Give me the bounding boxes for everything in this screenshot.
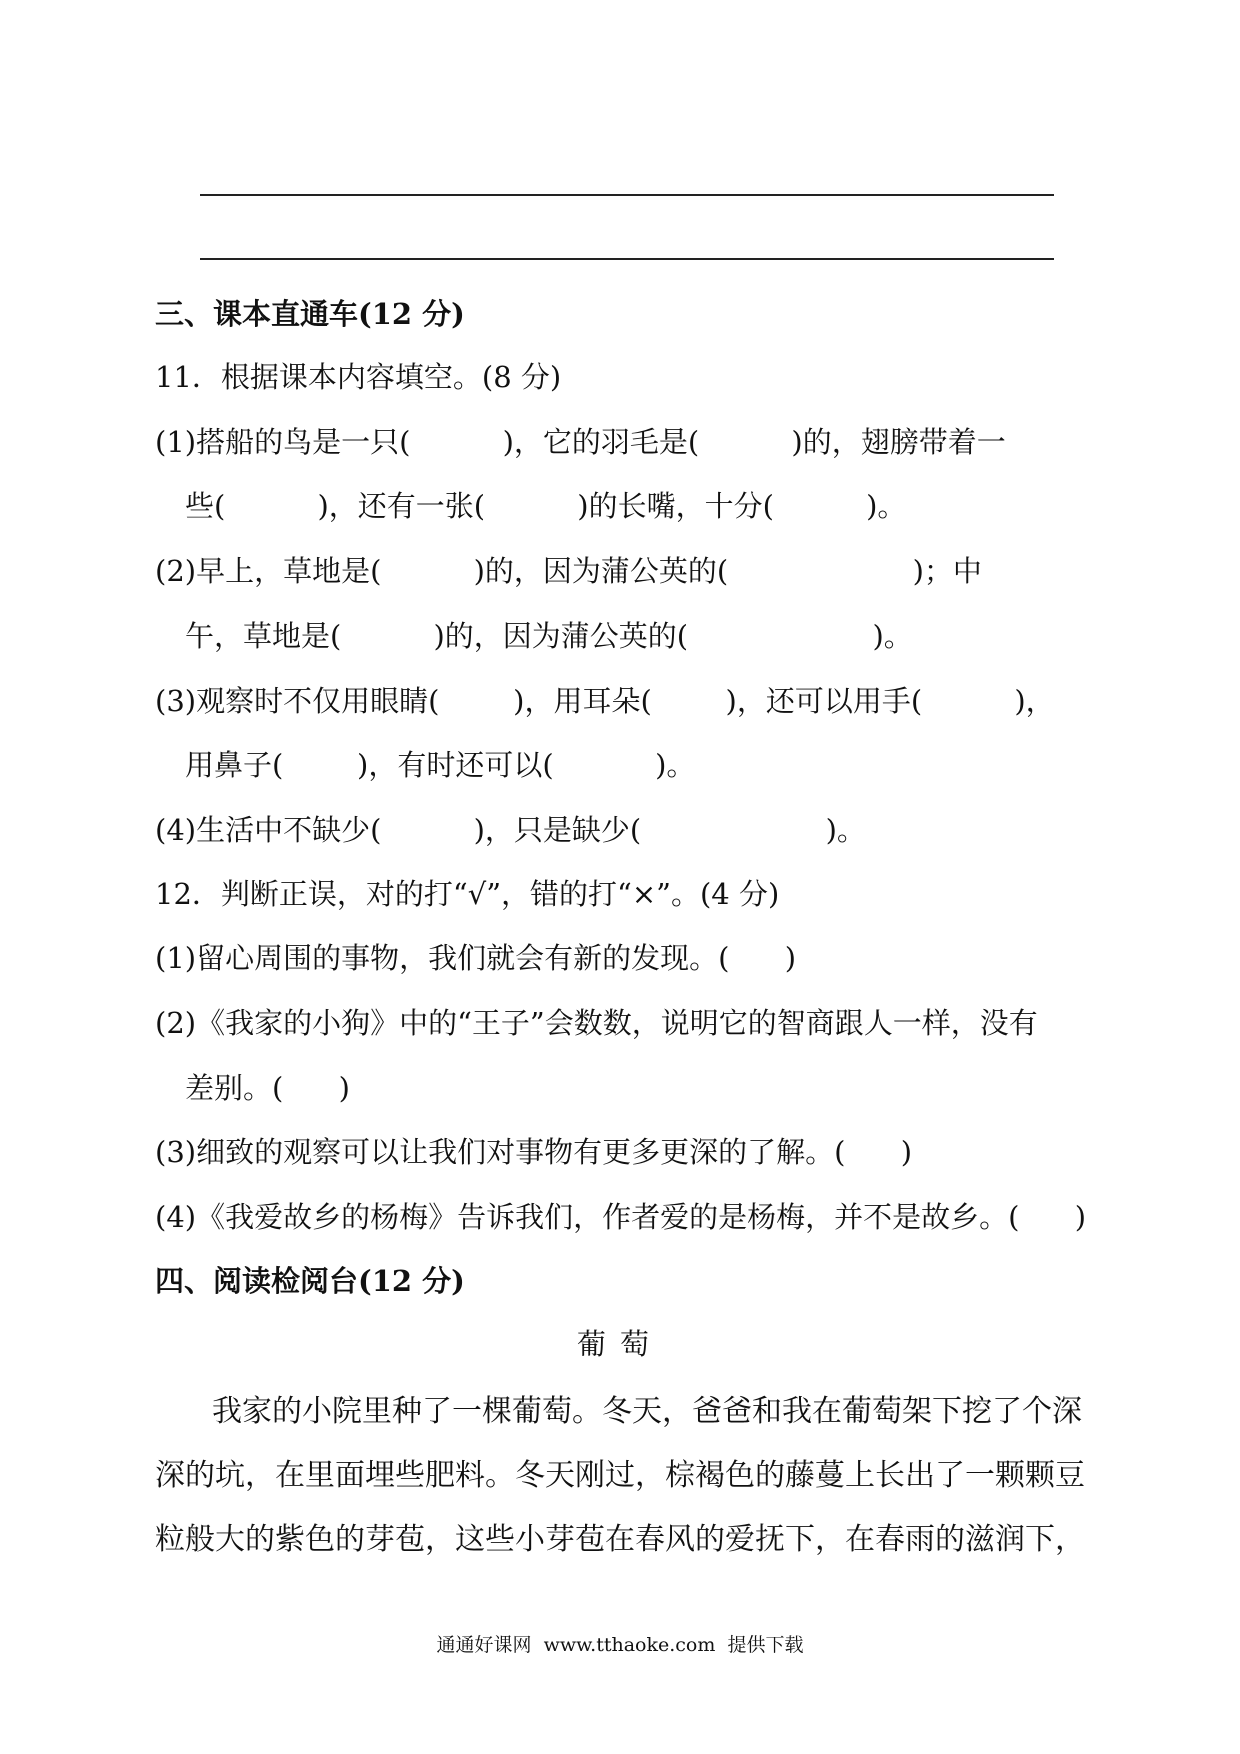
q11-line-3: (2)早上，草地是( )的，因为蒲公英的( )；中 — [155, 554, 982, 588]
q11-line-5: (3)观察时不仅用眼睛( )，用耳朵( )，还可以用手( )， — [155, 684, 1055, 718]
q12-item-1: (1)留心周围的事物，我们就会有新的发现。( ) — [155, 941, 797, 975]
q12-item-4: (4)《我爱故乡的杨梅》告诉我们，作者爱的是杨梅，并不是故乡。( ) — [155, 1200, 1087, 1234]
q11-line-6: 用鼻子( )，有时还可以( )。 — [185, 748, 696, 782]
q11-line-2: 些( )，还有一张( )的长嘴，十分( )。 — [185, 489, 907, 523]
section-heading-4: 四、阅读检阅台(12 分) — [155, 1264, 465, 1298]
q12-item-2-cont: 差别。( ) — [185, 1071, 350, 1105]
footer-credit: 通通好课网 www.tthaoke.com 提供下载 — [436, 1634, 804, 1656]
q11-line-1: (1)搭船的鸟是一只( )，它的羽毛是( )的，翅膀带着一 — [155, 425, 1006, 459]
passage-line-2: 深的坑，在里面埋些肥料。冬天刚过，棕褐色的藤蔓上长出了一颗颗豆 — [155, 1458, 1085, 1493]
q11-line-7: (4)生活中不缺少( )，只是缺少( )。 — [155, 813, 866, 847]
passage-title: 葡萄 — [576, 1327, 663, 1361]
question-11-title: 11．根据课本内容填空。(8 分) — [155, 360, 562, 394]
answer-line[interactable] — [200, 194, 1054, 196]
passage-line-1: 我家的小院里种了一棵葡萄。冬天，爸爸和我在葡萄架下挖了个深 — [212, 1394, 1082, 1429]
section-heading-3: 三、课本直通车(12 分) — [155, 297, 465, 331]
q12-item-3: (3)细致的观察可以让我们对事物有更多更深的了解。( ) — [155, 1135, 913, 1169]
q11-line-4: 午，草地是( )的，因为蒲公英的( )。 — [185, 619, 913, 653]
q12-item-2: (2)《我家的小狗》中的“王子”会数数，说明它的智商跟人一样，没有 — [155, 1006, 1038, 1040]
answer-line[interactable] — [200, 258, 1054, 260]
question-12-title: 12．判断正误，对的打“√”，错的打“×”。(4 分) — [155, 877, 780, 911]
passage-line-3: 粒般大的紫色的芽苞，这些小芽苞在春风的爱抚下，在春雨的滋润下， — [155, 1522, 1085, 1557]
